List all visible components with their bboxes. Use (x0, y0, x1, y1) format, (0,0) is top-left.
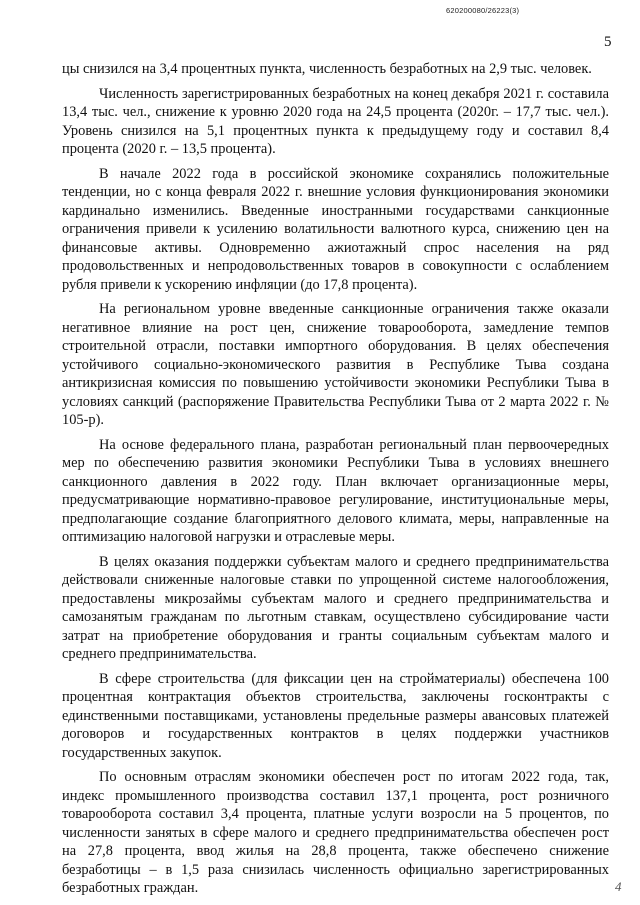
paragraph-regional-plan: На основе федерального плана, разработан региональный план первоочередных мер по обеспечению развития экономики Республики Тыва в условиях внешнего санкционного давления в 2022 году. План включает организационные меры, предусматривающие нормативно-правовое регулирование, институциональные меры, предполагающие создание благоприятного делового климата, меры, направленные на оптимизацию налоговой нагрузки и отраслевые меры. (62, 436, 609, 545)
paragraph-results-2022: По основным отраслям экономики обеспечен рост по итогам 2022 года, так, индекс промышленного производства составил 137,1 процента, рост розничного товарооборота составил 3,4 процента, платные услуги возросли на 5 процентов, по численности занятых в сфере малого и среднего предпринимательства обеспечен рост на 27,8 процента, ввод жилья на 28,8 процента, также обеспечено снижение безработицы – в 1,5 раза снизилась численность официально зарегистрированных безработных граждан. (62, 769, 609, 896)
document-code: 620200080/26223(3) (446, 6, 520, 15)
paragraph-registered-unemployed: Численность зарегистрированных безработных на конец декабря 2021 г. составила 13,4 тыс. чел., снижение к уровню 2020 года на 24,5 процента (2020г. – 17,7 тыс. чел.). Уровень снизился на 5,1 процентных пункта к предыдущему году и составил 8,4 процента (2020 г. – 13,5 процента). (62, 85, 609, 157)
paragraph-economy-2022: В начале 2022 года в российской экономике сохранялись положительные тенденции, но с конца февраля 2022 г. внешние условия функционирования экономики кардинально изменились. Введенные иностранными государствами санкционные ограничения привели к усилению волатильности валютного курса, снижению цен на финансовые активы. Одновременно ажиотажный спрос населения на ряд продовольственных и непродовольственных товаров в совокупности с ослаблением рубля привели к ускорению инфляции (до 17,8 процента). (62, 165, 609, 293)
document-body (62, 60, 609, 904)
paragraph-regional-sanctions: На региональном уровне введенные санкционные ограничения также оказали негативное влияние на рост цен, снижение товарооборота, замедление темпов строительной отрасли, поставки импортного оборудования. В целях обеспечения устойчивого социально-экономического развития в Республике Тыва создана антикризисная комиссия по повышению устойчивости экономики Республики Тыва в условиях санкций (распоряжение Правительства Республики Тыва от 2 марта 2022 г. № 105-р). (62, 301, 609, 428)
paragraph-continuation: цы снизился на 3,4 процентных пункта, численность безработных на 2,9 тыс. человек. (62, 61, 592, 77)
paragraph-construction: В сфере строительства (для фиксации цен на стройматериалы) обеспечена 100 процентная контрактация объектов строительства, заключены госконтракты с единственными поставщиками, установлены предельные размеры авансовых платежей договоров и государственных контрактов в целях поддержки участников государственных закупок. (62, 670, 609, 761)
corner-mark: 4 (615, 879, 622, 894)
paragraph-sme-support: В целях оказания поддержки субъектам малого и среднего предпринимательства действовали сниженные налоговые ставки по упрощенной системе налогообложения, предоставлены микрозаймы субъектам малого и среднего предпринимательства и самозанятым гражданам по льготным ставкам, осуществлено субсидирование части затрат на приобретение оборудования и гранты социальным субъектам малого и среднего предпринимательства. (62, 553, 609, 662)
page-number: 5 (604, 34, 612, 50)
